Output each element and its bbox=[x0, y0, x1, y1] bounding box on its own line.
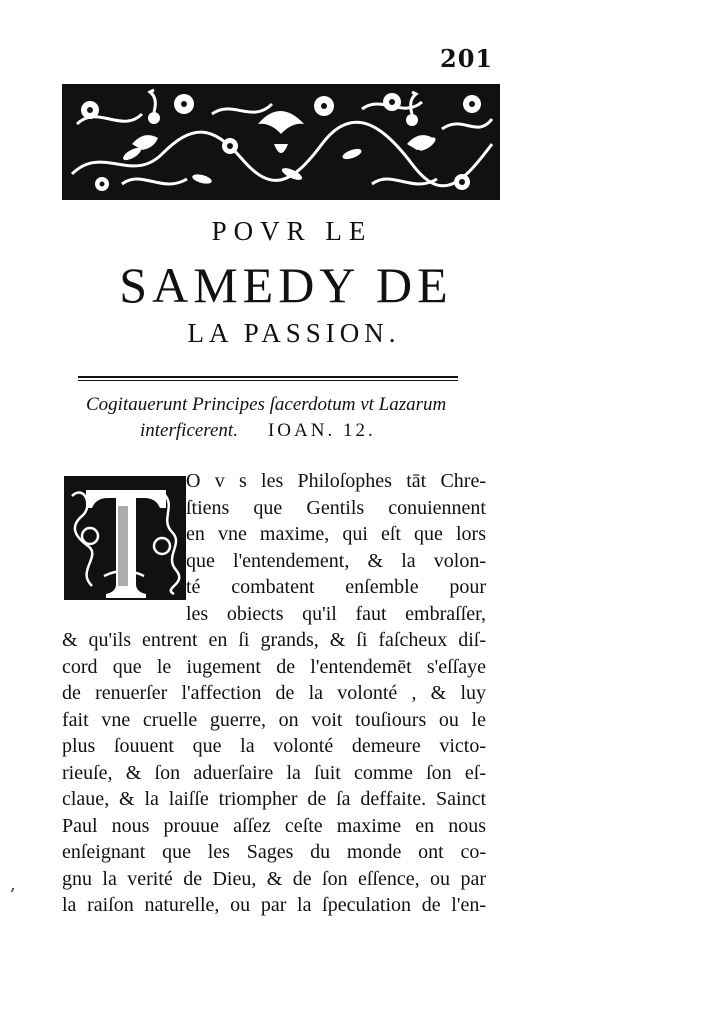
epigraph-line-1: Cogitauerunt Principes ſacerdotum vt Lazarum bbox=[86, 394, 447, 415]
ornamental-initial-T-icon bbox=[64, 476, 186, 600]
body-line-13: claue, & la laiſſe triompher de ſa deffaite. Sainct bbox=[62, 788, 486, 810]
body-line-14: Paul nous prouue aſſez ceſte maxime en nous bbox=[62, 814, 486, 837]
title-line-1: POVR LE bbox=[211, 216, 373, 246]
title-line-2: SAMEDY DE bbox=[119, 257, 453, 313]
body-line-1: O v s les Philoſophes tāt Chre- bbox=[186, 470, 486, 492]
body-line-6: les obiects qu'il faut embraſſer, bbox=[186, 602, 486, 625]
body-line-5: té combatent enſemble pour bbox=[186, 576, 486, 598]
floral-headpiece-with-birds-icon bbox=[62, 84, 500, 200]
body-line-15: enſeignant que les Sages du monde ont co- bbox=[62, 841, 486, 863]
body-line-3: en vne maxime, qui eſt que lors bbox=[186, 523, 486, 545]
margin-mark: , bbox=[10, 874, 16, 895]
body-line-8: cord que le iugement de l'entendemēt s'eſſaye bbox=[62, 655, 486, 678]
epigraph bbox=[86, 392, 476, 444]
body-line-16: gnu la verité de Dieu, & de ſon eſſence, ou par bbox=[62, 867, 486, 890]
body-line-17: la raiſon naturelle, ou par la ſpeculation de l'en- bbox=[62, 894, 486, 916]
divider-rule bbox=[78, 376, 458, 378]
title-line-3: LA PASSION. bbox=[187, 318, 401, 348]
epigraph-line-2: interficerent. bbox=[140, 420, 238, 441]
body-line-11: plus ſouuent que la volonté demeure victo- bbox=[62, 735, 486, 757]
page-number: 201 bbox=[440, 44, 494, 73]
body-line-4: que l'entendement, & la volon- bbox=[186, 549, 486, 572]
body-line-9: de renuerſer l'affection de la volonté , & luy bbox=[62, 682, 486, 704]
epigraph-reference: IOAN. 12. bbox=[267, 420, 376, 441]
body-line-7: & qu'ils entrent en ſi grands, & ſi faſcheux diſ- bbox=[62, 629, 486, 651]
divider-rule-thin bbox=[78, 380, 458, 381]
body-line-2: ſtiens que Gentils conuiennent bbox=[186, 496, 486, 519]
body-line-12: rieuſe, & ſon aduerſaire la ſuit comme ſon eſ- bbox=[62, 761, 486, 784]
epigraph-line-2-wrap bbox=[86, 418, 476, 444]
body-line-10: fait vne cruelle guerre, on voit touſiours ou le bbox=[62, 708, 486, 731]
